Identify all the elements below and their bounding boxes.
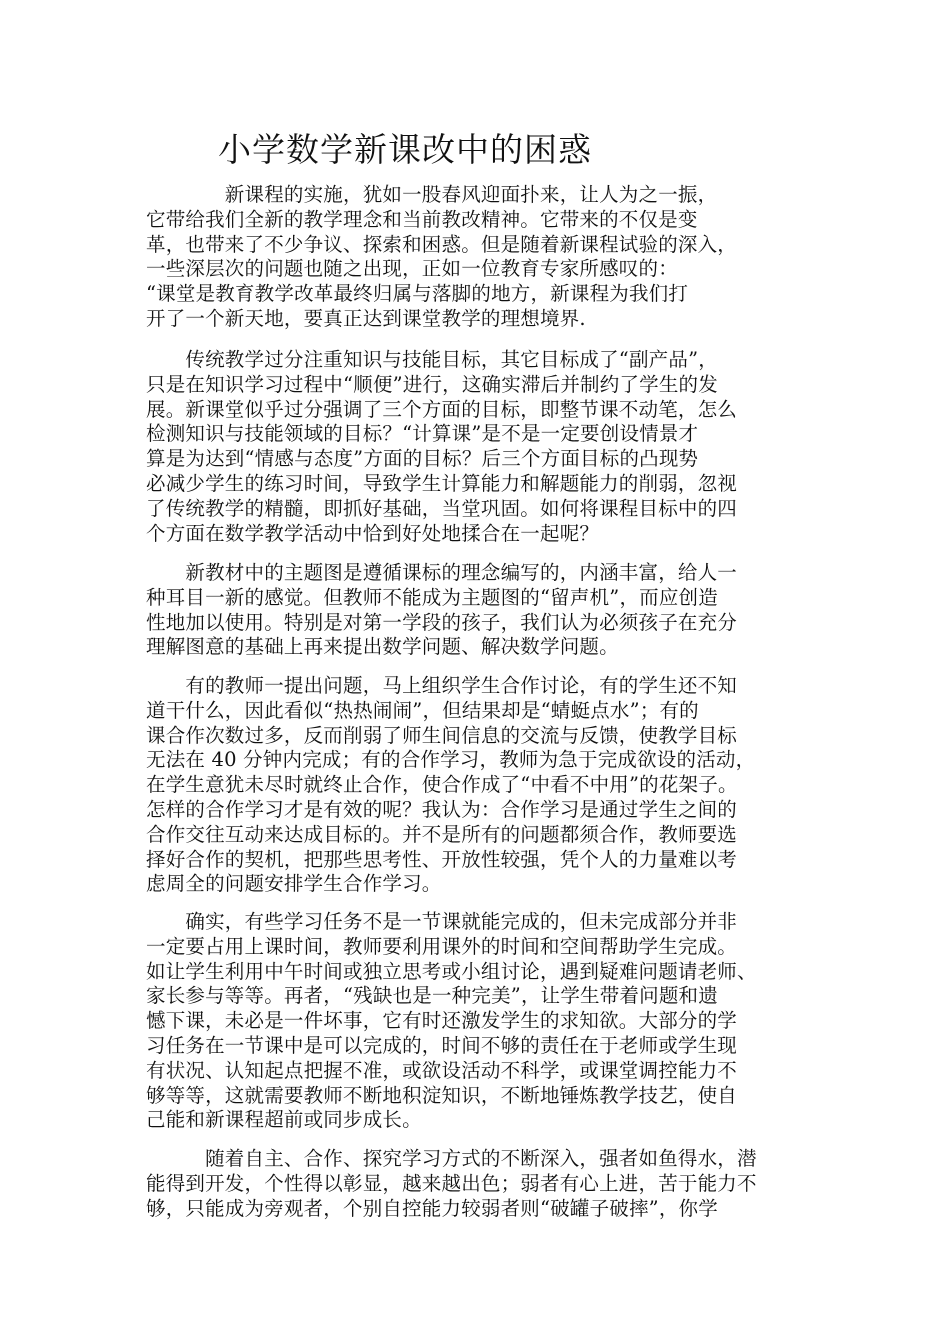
text-line: 无法在 40 分钟内完成；有的合作学习，教师为急于完成欲设的活动， bbox=[146, 748, 756, 772]
text-line: 择好合作的契机，把那些思考性、开放性较强，凭个人的力量难以考 bbox=[146, 847, 738, 871]
text-line: 开了一个新天地，要真正达到课堂教学的理想境界. bbox=[146, 306, 586, 330]
text-line: 合作交往互动来达成目标的。并不是所有的问题都须合作，教师要选 bbox=[146, 822, 738, 846]
text-line: 传统教学过分注重知识与技能目标，其它目标成了“副产品”， bbox=[146, 348, 718, 371]
paragraph-6 bbox=[146, 1147, 816, 1221]
text-line: 够，只能成为旁观者，个别自控能力较弱者则“破罐子破摔”，你学 bbox=[146, 1196, 718, 1220]
text-line: 新教材中的主题图是遵循课标的理念编写的，内涵丰富，给人一 bbox=[146, 561, 738, 584]
text-line: 检测知识与技能领域的目标？“计算课”是不是一定要创设情景才 bbox=[146, 422, 699, 446]
paragraph-2 bbox=[146, 348, 816, 546]
text-line: 理解图意的基础上再来提出数学问题、解决数学问题。 bbox=[146, 635, 619, 659]
text-line: 在学生意犹未尽时就终止合作，使合作成了“中看不中用”的花架子。 bbox=[146, 773, 738, 797]
text-line: “课堂是教育教学改革最终归属与落脚的地方，新课程为我们打 bbox=[146, 282, 689, 306]
text-line: 革，也带来了不少争议、探索和困惑。但是随着新课程试验的深入， bbox=[146, 232, 738, 256]
document-title: 小学数学新课改中的困惑 bbox=[218, 130, 592, 169]
paragraph-4 bbox=[146, 674, 816, 897]
text-line: 有状况、认知起点把握不准，或欲设活动不科学，或课堂调控能力不 bbox=[146, 1058, 738, 1082]
text-line: 一些深层次的问题也随之出现，正如一位教育专家所感叹的： bbox=[146, 257, 678, 281]
text-line: 课合作次数过多，反而削弱了师生间信息的交流与反馈，使教学目标 bbox=[146, 723, 738, 747]
text-line: 道干什么，因此看似“热热闹闹”，但结果却是“蜻蜓点水”；有的 bbox=[146, 698, 699, 722]
text-line: 展。新课堂似乎过分强调了三个方面的目标，即整节课不动笔，怎么 bbox=[146, 397, 738, 421]
text-line: 新课程的实施，犹如一股春风迎面扑来，让人为之一振， bbox=[146, 183, 718, 206]
text-line: 虑周全的问题安排学生合作学习。 bbox=[146, 872, 442, 896]
text-line: 算是为达到“情感与态度”方面的目标？后三个方面目标的凸现势 bbox=[146, 447, 699, 471]
text-line: 一定要占用上课时间，教师要利用课外的时间和空间帮助学生完成。 bbox=[146, 934, 738, 958]
text-line: 己能和新课程超前或同步成长。 bbox=[146, 1108, 422, 1132]
text-line: 只是在知识学习过程中“顺便”进行，这确实滞后并制约了学生的发 bbox=[146, 372, 718, 396]
text-line: 有的教师一提出问题，马上组织学生合作讨论，有的学生还不知 bbox=[146, 674, 738, 697]
text-line: 能得到开发，个性得以彰显，越来越出色；弱者有心上进，苦于能力不 bbox=[146, 1171, 757, 1195]
paragraph-5 bbox=[146, 910, 816, 1133]
text-line: 如让学生利用中午时间或独立思考或小组讨论，遇到疑难问题请老师、 bbox=[146, 959, 757, 983]
text-line: 了传统教学的精髓，即抓好基础，当堂巩固。如何将课程目标中的四 bbox=[146, 496, 738, 520]
text-line: 习任务在一节课中是可以完成的，时间不够的责任在于老师或学生现 bbox=[146, 1033, 738, 1057]
text-line: 必减少学生的练习时间，导致学生计算能力和解题能力的削弱，忽视 bbox=[146, 471, 738, 495]
text-line: 种耳目一新的感觉。但教师不能成为主题图的“留声机”，而应创造 bbox=[146, 585, 718, 609]
paragraph-1 bbox=[146, 183, 816, 332]
text-line: 憾下课，未必是一件坏事，它有时还激发学生的求知欲。大部分的学 bbox=[146, 1009, 738, 1033]
text-line: 怎样的合作学习才是有效的呢？我认为：合作学习是通过学生之间的 bbox=[146, 797, 738, 821]
text-line: 家长参与等等。再者，“残缺也是一种完美”，让学生带着问题和遗 bbox=[146, 984, 718, 1008]
text-line: 性地加以使用。特别是对第一学段的孩子，我们认为必须孩子在充分 bbox=[146, 610, 738, 634]
text-line: 它带给我们全新的教学理念和当前教改精神。它带来的不仅是变 bbox=[146, 207, 698, 231]
paragraph-3 bbox=[146, 561, 816, 660]
text-line: 个方面在数学教学活动中恰到好处地揉合在一起呢？ bbox=[146, 521, 600, 545]
text-line: 随着自主、合作、探究学习方式的不断深入，强者如鱼得水，潜 bbox=[146, 1147, 757, 1170]
text-line: 够等等，这就需要教师不断地积淀知识，不断地锤炼教学技艺，使自 bbox=[146, 1083, 738, 1107]
text-line: 确实，有些学习任务不是一节课就能完成的，但未完成部分并非 bbox=[146, 910, 738, 933]
